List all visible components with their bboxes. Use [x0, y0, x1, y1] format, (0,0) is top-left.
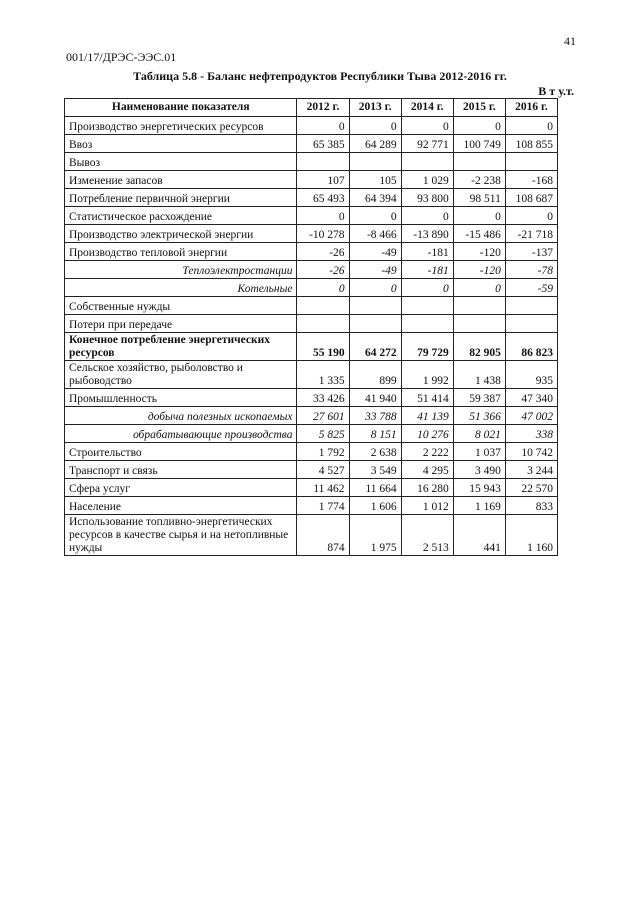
row-value: -49 — [349, 243, 401, 261]
row-value: 1 160 — [505, 515, 557, 556]
row-value: 79 729 — [401, 333, 453, 361]
row-value: 47 340 — [505, 389, 557, 407]
row-value: 2 222 — [401, 443, 453, 461]
table-row — [65, 153, 558, 171]
row-value: 338 — [505, 425, 557, 443]
table-row — [65, 243, 558, 261]
row-value: 0 — [505, 117, 557, 135]
row-value: 105 — [349, 171, 401, 189]
row-value — [401, 153, 453, 171]
row-value: 1 975 — [349, 515, 401, 556]
row-value — [297, 297, 349, 315]
row-value: 1 169 — [453, 497, 505, 515]
table-row — [65, 315, 558, 333]
row-label: Конечное потребление энергетических ресурсов — [65, 333, 297, 361]
row-value: 1 992 — [401, 361, 453, 389]
row-value: 3 244 — [505, 461, 557, 479]
row-label: Транспорт и связь — [65, 461, 297, 479]
row-value: -13 890 — [401, 225, 453, 243]
row-value: 108 855 — [505, 135, 557, 153]
row-value: 3 549 — [349, 461, 401, 479]
row-label: Теплоэлектростанции — [65, 261, 297, 279]
table-row — [65, 135, 558, 153]
row-value: 16 280 — [401, 479, 453, 497]
header-row — [65, 99, 558, 117]
row-value: 11 664 — [349, 479, 401, 497]
row-value: 1 335 — [297, 361, 349, 389]
row-value: 107 — [297, 171, 349, 189]
row-value — [505, 153, 557, 171]
row-value: 5 825 — [297, 425, 349, 443]
row-label: Котельные — [65, 279, 297, 297]
row-value: 10 742 — [505, 443, 557, 461]
row-value: 27 601 — [297, 407, 349, 425]
row-value: -8 466 — [349, 225, 401, 243]
row-label: Потери при передаче — [65, 315, 297, 333]
row-value: 1 606 — [349, 497, 401, 515]
row-value: 33 426 — [297, 389, 349, 407]
row-value — [401, 297, 453, 315]
row-value: 11 462 — [297, 479, 349, 497]
table-row — [65, 279, 558, 297]
row-value — [453, 153, 505, 171]
row-value: -168 — [505, 171, 557, 189]
row-value: -181 — [401, 261, 453, 279]
row-label: Ввоз — [65, 135, 297, 153]
row-value: 41 139 — [401, 407, 453, 425]
row-value: 64 272 — [349, 333, 401, 361]
row-value: 0 — [453, 117, 505, 135]
row-value: 4 527 — [297, 461, 349, 479]
row-value: 0 — [401, 279, 453, 297]
row-value: 0 — [349, 117, 401, 135]
row-value: 1 029 — [401, 171, 453, 189]
row-value: -26 — [297, 261, 349, 279]
row-value: -120 — [453, 243, 505, 261]
row-value: 33 788 — [349, 407, 401, 425]
row-value: -26 — [297, 243, 349, 261]
row-value: 0 — [505, 207, 557, 225]
row-value: 64 394 — [349, 189, 401, 207]
row-value: 82 905 — [453, 333, 505, 361]
row-value: 100 749 — [453, 135, 505, 153]
row-value: 2 513 — [401, 515, 453, 556]
table-row — [65, 515, 558, 556]
row-value: 1 438 — [453, 361, 505, 389]
table-title: Таблица 5.8 - Баланс нефтепродуктов Республики Тыва 2012-2016 гг. — [133, 69, 507, 83]
row-value — [453, 297, 505, 315]
table-row — [65, 479, 558, 497]
row-value: -21 718 — [505, 225, 557, 243]
table-row — [65, 261, 558, 279]
row-value: -10 278 — [297, 225, 349, 243]
row-label: обрабатывающие производства — [65, 425, 297, 443]
row-label: Строительство — [65, 443, 297, 461]
table-row — [65, 361, 558, 389]
row-value: 93 800 — [401, 189, 453, 207]
table-row — [65, 297, 558, 315]
row-value: 64 289 — [349, 135, 401, 153]
row-value: -78 — [505, 261, 557, 279]
units-label: В т у.т. — [538, 84, 574, 98]
row-value: 10 276 — [401, 425, 453, 443]
table-row — [65, 117, 558, 135]
row-value: 55 190 — [297, 333, 349, 361]
row-label: Население — [65, 497, 297, 515]
row-value: -181 — [401, 243, 453, 261]
row-value: 47 002 — [505, 407, 557, 425]
row-value — [505, 315, 557, 333]
row-value: 0 — [297, 117, 349, 135]
row-label: добыча полезных ископаемых — [65, 407, 297, 425]
row-value: -49 — [349, 261, 401, 279]
row-value — [505, 297, 557, 315]
table-row — [65, 425, 558, 443]
row-label: Использование топливно-энергетических ресурсов в качестве сырья и на нетопливные нужды — [65, 515, 297, 556]
row-value: 1 037 — [453, 443, 505, 461]
row-value: 51 414 — [401, 389, 453, 407]
row-value: 8 151 — [349, 425, 401, 443]
table-body — [65, 117, 558, 556]
table-row — [65, 333, 558, 361]
row-label: Производство электрической энергии — [65, 225, 297, 243]
row-value: 15 943 — [453, 479, 505, 497]
row-label: Производство энергетических ресурсов — [65, 117, 297, 135]
row-value: 98 511 — [453, 189, 505, 207]
header-indicator: Наименование показателя — [65, 99, 297, 117]
table-row — [65, 497, 558, 515]
row-value — [401, 315, 453, 333]
header-year-2015: 2015 г. — [453, 99, 505, 117]
table-row — [65, 171, 558, 189]
row-value: -120 — [453, 261, 505, 279]
page-number: 41 — [564, 34, 576, 48]
header-year-2014: 2014 г. — [401, 99, 453, 117]
row-label: Собственные нужды — [65, 297, 297, 315]
row-value: 0 — [349, 279, 401, 297]
row-value: -59 — [505, 279, 557, 297]
row-value — [297, 315, 349, 333]
row-value: 8 021 — [453, 425, 505, 443]
row-value: 441 — [453, 515, 505, 556]
row-value — [349, 315, 401, 333]
row-value — [349, 297, 401, 315]
row-value: -2 238 — [453, 171, 505, 189]
row-label: Сельское хозяйство, рыболовство и рыбоводство — [65, 361, 297, 389]
row-value: 0 — [297, 207, 349, 225]
row-value: 0 — [297, 279, 349, 297]
row-value: 22 570 — [505, 479, 557, 497]
document-code: 001/17/ДРЭС-ЭЭС.01 — [66, 50, 177, 64]
row-value: 59 387 — [453, 389, 505, 407]
row-label: Статистическое расхождение — [65, 207, 297, 225]
row-value: 935 — [505, 361, 557, 389]
table-row — [65, 461, 558, 479]
row-value: 65 493 — [297, 189, 349, 207]
row-value — [453, 315, 505, 333]
row-value: 0 — [401, 207, 453, 225]
row-label: Изменение запасов — [65, 171, 297, 189]
table-row — [65, 443, 558, 461]
row-value: 0 — [401, 117, 453, 135]
row-value: 0 — [453, 207, 505, 225]
row-value: -137 — [505, 243, 557, 261]
row-label: Сфера услуг — [65, 479, 297, 497]
row-value: 4 295 — [401, 461, 453, 479]
row-value: 0 — [453, 279, 505, 297]
row-value: 874 — [297, 515, 349, 556]
table-row — [65, 389, 558, 407]
row-value: 3 490 — [453, 461, 505, 479]
row-label: Производство тепловой энергии — [65, 243, 297, 261]
row-label: Промышленность — [65, 389, 297, 407]
row-value — [349, 153, 401, 171]
row-value: 108 687 — [505, 189, 557, 207]
row-value: 899 — [349, 361, 401, 389]
row-label: Вывоз — [65, 153, 297, 171]
row-value: 1 792 — [297, 443, 349, 461]
balance-table — [64, 98, 558, 556]
table-row — [65, 189, 558, 207]
header-year-2016: 2016 г. — [505, 99, 557, 117]
row-value: 86 823 — [505, 333, 557, 361]
table-row — [65, 407, 558, 425]
table-row — [65, 207, 558, 225]
row-value: -15 486 — [453, 225, 505, 243]
row-value: 92 771 — [401, 135, 453, 153]
row-value: 51 366 — [453, 407, 505, 425]
header-year-2012: 2012 г. — [297, 99, 349, 117]
row-label: Потребление первичной энергии — [65, 189, 297, 207]
row-value: 0 — [349, 207, 401, 225]
row-value: 2 638 — [349, 443, 401, 461]
table-row — [65, 225, 558, 243]
row-value: 1 774 — [297, 497, 349, 515]
row-value — [297, 153, 349, 171]
row-value: 1 012 — [401, 497, 453, 515]
row-value: 41 940 — [349, 389, 401, 407]
row-value: 65 385 — [297, 135, 349, 153]
header-year-2013: 2013 г. — [349, 99, 401, 117]
row-value: 833 — [505, 497, 557, 515]
